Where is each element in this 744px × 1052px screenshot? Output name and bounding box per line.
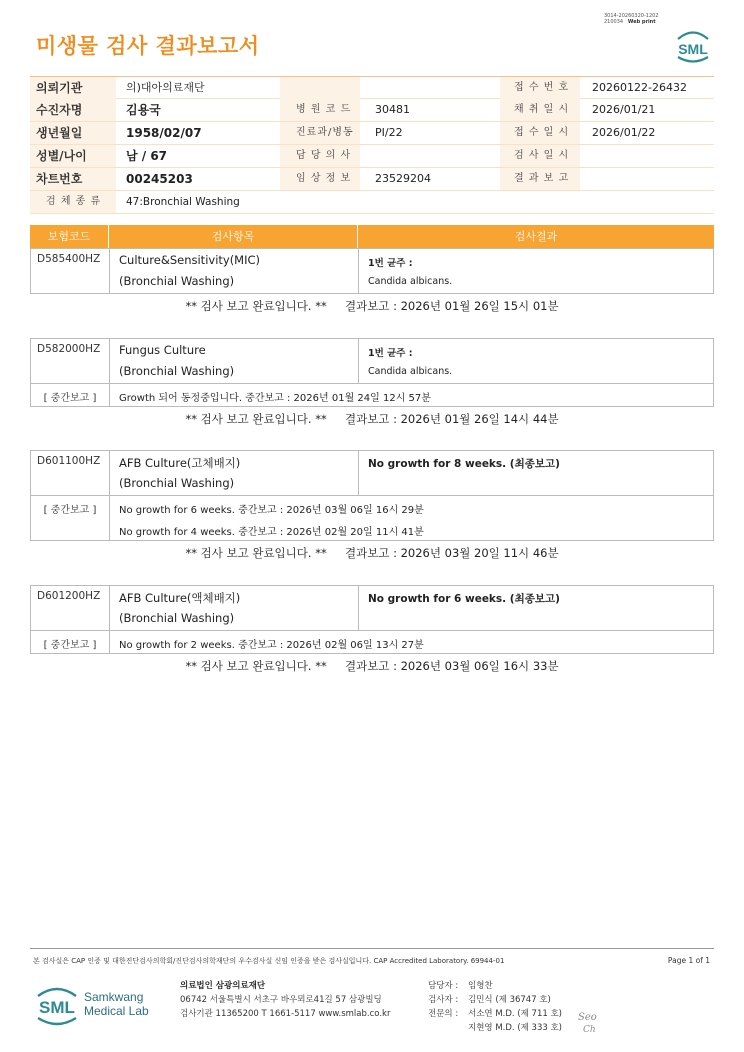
patient-info-row bbox=[30, 168, 714, 191]
footer-divider bbox=[30, 948, 714, 949]
interim-label: [ 중간보고 ] bbox=[43, 640, 97, 651]
web-print-label: Web print bbox=[627, 19, 656, 25]
interim-report: No growth for 2 weeks. 중간보고 : 2026년 02월 06일 13시 27분 bbox=[119, 640, 424, 651]
info-value: 23529204 bbox=[375, 172, 431, 185]
staff-row bbox=[428, 979, 562, 993]
info-label: 검 사 일 시 bbox=[514, 150, 570, 161]
header-item: 검사항목 bbox=[211, 230, 255, 243]
staff-role: 검사자 : bbox=[428, 995, 459, 1005]
info-label: 접 수 번 호 bbox=[514, 82, 570, 93]
test-result-line2: Candida albicans. bbox=[368, 366, 453, 377]
org-address: 06742 서울특별시 서초구 바우뫼로41길 57 삼광빌딩 bbox=[180, 995, 382, 1005]
info-label: 접 수 일 시 bbox=[514, 127, 570, 138]
staff-role: 담당자 : bbox=[428, 981, 459, 991]
accreditation-note: 본 검사실은 CAP 인증 및 대한진단검사의학회/진단검사의학재단의 우수검사실 신임 인증을 받은 검사실입니다. CAP Accredited Laboratory. 69944-01 bbox=[33, 957, 505, 965]
signature-1: Seo bbox=[578, 1012, 597, 1023]
test-block-1 bbox=[30, 248, 714, 294]
info-value: 2026/01/21 bbox=[592, 103, 656, 116]
signature-2: Ch bbox=[583, 1025, 596, 1035]
test-code: D601200HZ bbox=[37, 590, 101, 602]
info-value: 00245203 bbox=[126, 172, 193, 186]
info-value: PI/22 bbox=[375, 126, 403, 139]
test-result-line1: 1번 균주 : bbox=[368, 258, 413, 269]
patient-info-row bbox=[30, 145, 714, 168]
report-complete-line: ** 검사 보고 완료입니다. ** 결과보고 : 2026년 01월 26일 15시 01분 bbox=[185, 299, 559, 313]
staff-row bbox=[428, 993, 562, 1007]
patient-info-row bbox=[30, 76, 714, 99]
staff-name: 김민식 (제 36747 호) bbox=[468, 995, 551, 1005]
header-result: 검사결과 bbox=[514, 230, 558, 243]
specimen-row bbox=[30, 191, 714, 214]
patient-info-row bbox=[30, 99, 714, 122]
interim-label: [ 중간보고 ] bbox=[43, 505, 97, 516]
svg-text:SML: SML bbox=[39, 998, 75, 1017]
interim-report: No growth for 6 weeks. 중간보고 : 2026년 03월 06일 16시 29분 bbox=[119, 505, 424, 516]
report-id-line2: 210034 bbox=[604, 19, 624, 25]
info-value: 의)대아의료재단 bbox=[126, 81, 205, 94]
info-label: 채 취 일 시 bbox=[514, 104, 570, 115]
info-label: 차트번호 bbox=[36, 172, 83, 186]
staff-row bbox=[428, 1021, 562, 1035]
org-contact: 검사기관 11365200 T 1661-5117 www.smlab.co.kr bbox=[180, 1009, 391, 1019]
test-result-line1: No growth for 6 weeks. (최종보고) bbox=[368, 593, 560, 605]
logo-name-line2: Medical Lab bbox=[84, 1004, 149, 1018]
info-value: 1958/02/07 bbox=[126, 126, 202, 140]
specimen-label: 검 체 종 류 bbox=[46, 196, 102, 207]
test-item-name: Culture&Sensitivity(MIC) bbox=[119, 253, 261, 267]
test-item-specimen: (Bronchial Washing) bbox=[119, 476, 235, 490]
test-code: D601100HZ bbox=[37, 455, 101, 467]
test-item-name: Fungus Culture bbox=[119, 343, 206, 357]
interim-report: No growth for 4 weeks. 중간보고 : 2026년 02월 20일 11시 41분 bbox=[119, 527, 424, 538]
interim-report: Growth 되어 동정중입니다. 중간보고 : 2026년 01월 24일 12시 57분 bbox=[119, 393, 431, 404]
report-id-line1: 3014-20260320-1202 bbox=[604, 13, 659, 19]
org-info bbox=[180, 979, 390, 1021]
test-block-3 bbox=[30, 450, 714, 541]
page-title: 미생물 검사 결과보고서 bbox=[36, 34, 260, 58]
logo-name-line1: Samkwang bbox=[84, 990, 144, 1004]
staff-list bbox=[428, 979, 562, 1035]
patient-info-row bbox=[30, 122, 714, 145]
org-name: 의료법인 삼광의료재단 bbox=[180, 981, 266, 991]
specimen-value: 47:Bronchial Washing bbox=[126, 196, 240, 208]
test-code: D582000HZ bbox=[37, 343, 101, 355]
info-label: 생년월일 bbox=[36, 126, 83, 140]
page-number: Page 1 of 1 bbox=[667, 956, 710, 965]
info-label: 진료과/병동 bbox=[296, 127, 354, 138]
info-label: 의뢰기관 bbox=[36, 81, 83, 95]
info-value: 김용국 bbox=[126, 103, 161, 117]
info-value: 20260122-26432 bbox=[592, 81, 687, 94]
interim-label: [ 중간보고 ] bbox=[43, 393, 97, 404]
sml-logo-text: SML bbox=[678, 41, 708, 57]
test-result-line1: No growth for 8 weeks. (최종보고) bbox=[368, 458, 560, 470]
test-result-line2: Candida albicans. bbox=[368, 276, 453, 287]
staff-name: 지현영 M.D. (제 333 호) bbox=[468, 1023, 563, 1033]
test-item-specimen: (Bronchial Washing) bbox=[119, 364, 235, 378]
samkwang-logo-icon bbox=[36, 982, 186, 1028]
test-block-4 bbox=[30, 585, 714, 654]
info-value: 남 / 67 bbox=[126, 149, 168, 163]
staff-name: 임형찬 bbox=[468, 981, 493, 991]
test-result-line1: 1번 균주 : bbox=[368, 348, 413, 359]
test-item-specimen: (Bronchial Washing) bbox=[119, 611, 235, 625]
staff-row bbox=[428, 1007, 562, 1021]
test-block-2 bbox=[30, 338, 714, 407]
header-code: 보험코드 bbox=[47, 230, 91, 243]
test-code: D585400HZ bbox=[37, 253, 101, 265]
info-label: 담 당 의 사 bbox=[296, 150, 352, 161]
staff-name: 서소연 M.D. (제 711 호) bbox=[468, 1009, 563, 1019]
info-label: 병 원 코 드 bbox=[296, 104, 352, 115]
report-complete-line: ** 검사 보고 완료입니다. ** 결과보고 : 2026년 03월 06일 16시 33분 bbox=[185, 659, 559, 673]
info-label: 수진자명 bbox=[36, 103, 83, 117]
info-label: 성별/나이 bbox=[36, 149, 87, 163]
info-label: 임 상 정 보 bbox=[296, 173, 352, 184]
info-value: 30481 bbox=[375, 103, 410, 116]
staff-role: 전문의 : bbox=[428, 1009, 459, 1019]
report-complete-line: ** 검사 보고 완료입니다. ** 결과보고 : 2026년 03월 20일 11시 46분 bbox=[185, 546, 559, 560]
test-item-name: AFB Culture(고체배지) bbox=[119, 456, 241, 470]
test-item-name: AFB Culture(액체배지) bbox=[119, 591, 241, 605]
report-complete-line: ** 검사 보고 완료입니다. ** 결과보고 : 2026년 01월 26일 14시 44분 bbox=[185, 412, 559, 426]
sml-logo-icon bbox=[672, 26, 714, 64]
patient-info-table bbox=[30, 76, 714, 214]
report-id-code bbox=[604, 13, 659, 25]
test-item-specimen: (Bronchial Washing) bbox=[119, 274, 235, 288]
info-value: 2026/01/22 bbox=[592, 126, 656, 139]
info-label: 결 과 보 고 bbox=[514, 173, 570, 184]
results-table-header bbox=[30, 225, 714, 248]
